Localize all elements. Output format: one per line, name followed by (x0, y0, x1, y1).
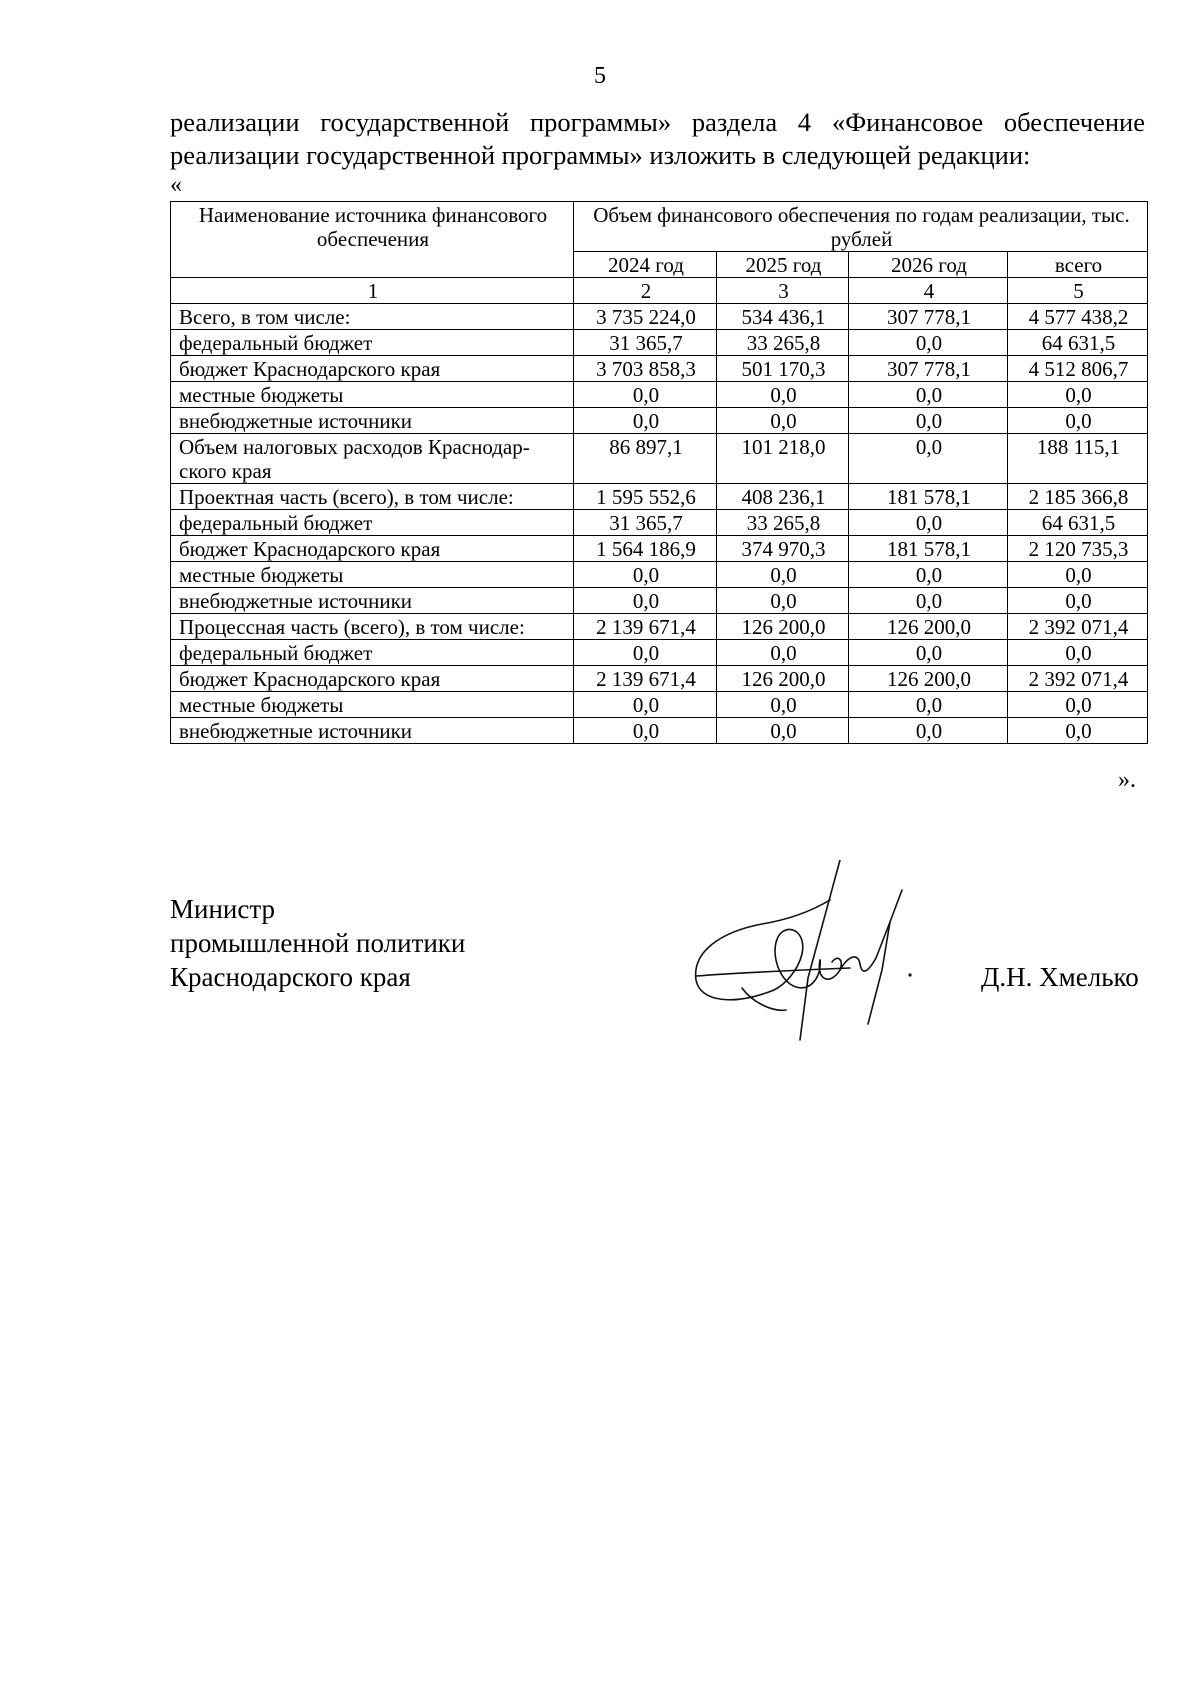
row-value: 4 577 438,2 (1008, 304, 1148, 330)
financial-table-body (171, 202, 1148, 744)
handwritten-signature (690, 860, 920, 1050)
row-source-name: Проектная часть (всего), в том числе: (171, 484, 574, 510)
header-year-2024: 2024 год (574, 252, 717, 278)
table-row (171, 408, 1148, 434)
row-value: 374 970,3 (717, 536, 849, 562)
row-value: 33 265,8 (717, 510, 849, 536)
row-value: 2 120 735,3 (1008, 536, 1148, 562)
column-number: 2 (574, 278, 717, 304)
table-row (171, 434, 1148, 484)
row-value: 33 265,8 (717, 330, 849, 356)
row-value: 1 564 186,9 (574, 536, 717, 562)
table-row (171, 536, 1148, 562)
row-source-name: Процессная часть (всего), в том числе: (171, 614, 574, 640)
row-value: 2 185 366,8 (1008, 484, 1148, 510)
intro-paragraph: реализации государственной программы» раздела 4 «Финансовое обеспечение реализации государственной программы» изложить в следующей редакции: (170, 107, 1145, 170)
row-source-name: местные бюджеты (171, 382, 574, 408)
row-value: 3 735 224,0 (574, 304, 717, 330)
table-row (171, 718, 1148, 744)
row-value: 0,0 (574, 382, 717, 408)
row-value: 126 200,0 (717, 614, 849, 640)
page-number: 5 (594, 63, 606, 89)
signer-name: Д.Н. Хмелько (981, 962, 1139, 992)
table-row (171, 356, 1148, 382)
row-value: 2 392 071,4 (1008, 614, 1148, 640)
row-value: 0,0 (574, 408, 717, 434)
header-total: всего (1008, 252, 1148, 278)
row-value: 0,0 (717, 408, 849, 434)
row-value: 0,0 (717, 562, 849, 588)
row-value: 0,0 (1008, 640, 1148, 666)
table-row (171, 510, 1148, 536)
table-row (171, 640, 1148, 666)
row-value: 0,0 (717, 588, 849, 614)
row-value: 0,0 (849, 510, 1008, 536)
column-number: 3 (717, 278, 849, 304)
row-value: 0,0 (849, 718, 1008, 744)
row-value: 307 778,1 (849, 304, 1008, 330)
financial-table (170, 201, 1148, 744)
row-value: 0,0 (1008, 382, 1148, 408)
row-value: 126 200,0 (849, 666, 1008, 692)
signatory-position-line: промышленной политики (170, 928, 466, 958)
row-value: 31 365,7 (574, 510, 717, 536)
row-value: 0,0 (849, 588, 1008, 614)
row-value: 126 200,0 (717, 666, 849, 692)
row-value: 0,0 (1008, 692, 1148, 718)
row-value: 0,0 (574, 588, 717, 614)
signatory-position-line: Министр (170, 894, 275, 924)
closing-quote: ». (1118, 767, 1136, 793)
row-source-name: внебюджетные источники (171, 718, 574, 744)
row-source-name: федеральный бюджет (171, 330, 574, 356)
table-row (171, 562, 1148, 588)
row-value: 4 512 806,7 (1008, 356, 1148, 382)
row-value: 0,0 (1008, 408, 1148, 434)
header-year-2026: 2026 год (849, 252, 1008, 278)
table-header-row (171, 202, 1148, 252)
row-source-name: внебюджетные источники (171, 588, 574, 614)
row-value: 534 436,1 (717, 304, 849, 330)
row-source-name: местные бюджеты (171, 692, 574, 718)
table-row (171, 666, 1148, 692)
row-value: 0,0 (849, 382, 1008, 408)
row-value: 0,0 (849, 330, 1008, 356)
table-row (171, 588, 1148, 614)
row-source-name: федеральный бюджет (171, 640, 574, 666)
row-value: 501 170,3 (717, 356, 849, 382)
row-value: 0,0 (849, 408, 1008, 434)
header-volume: Объем финансового обеспечения по годам реализации, тыс. рублей (574, 202, 1148, 252)
column-number: 1 (171, 278, 574, 304)
row-value: 0,0 (574, 562, 717, 588)
row-value: 188 115,1 (1008, 434, 1148, 484)
row-source-name: Всего, в том числе: (171, 304, 574, 330)
row-value: 3 703 858,3 (574, 356, 717, 382)
row-source-name: бюджет Краснодарского края (171, 666, 574, 692)
row-value: 0,0 (849, 692, 1008, 718)
row-value: 307 778,1 (849, 356, 1008, 382)
opening-quote: « (170, 172, 182, 198)
row-value: 0,0 (849, 434, 1008, 484)
table-row (171, 484, 1148, 510)
row-value: 0,0 (1008, 718, 1148, 744)
row-value: 0,0 (849, 640, 1008, 666)
column-number: 5 (1008, 278, 1148, 304)
row-value: 126 200,0 (849, 614, 1008, 640)
row-value: 64 631,5 (1008, 330, 1148, 356)
row-source-name: бюджет Краснодарского края (171, 536, 574, 562)
signatory-position-line: Краснодарского края (170, 962, 411, 992)
table-row (171, 304, 1148, 330)
table-row (171, 692, 1148, 718)
row-value: 0,0 (1008, 562, 1148, 588)
row-value: 408 236,1 (717, 484, 849, 510)
header-year-2025: 2025 год (717, 252, 849, 278)
row-value: 2 392 071,4 (1008, 666, 1148, 692)
row-source-name: местные бюджеты (171, 562, 574, 588)
header-source: Наименование источника финансового обеспечения (171, 202, 574, 278)
signatory-position (170, 892, 465, 994)
row-value: 0,0 (717, 718, 849, 744)
row-value: 181 578,1 (849, 536, 1008, 562)
table-row (171, 382, 1148, 408)
row-source-name: Объем налоговых расходов Краснодар-ского края (171, 434, 574, 484)
table-column-numbers-row (171, 278, 1148, 304)
row-value: 0,0 (717, 640, 849, 666)
column-number: 4 (849, 278, 1008, 304)
row-value: 2 139 671,4 (574, 666, 717, 692)
row-value: 0,0 (849, 562, 1008, 588)
row-value: 0,0 (574, 640, 717, 666)
row-value: 2 139 671,4 (574, 614, 717, 640)
row-value: 31 365,7 (574, 330, 717, 356)
row-value: 181 578,1 (849, 484, 1008, 510)
table-row (171, 330, 1148, 356)
row-source-name: внебюджетные источники (171, 408, 574, 434)
row-value: 0,0 (717, 692, 849, 718)
table-row (171, 614, 1148, 640)
row-value: 64 631,5 (1008, 510, 1148, 536)
row-source-name: бюджет Краснодарского края (171, 356, 574, 382)
row-value: 0,0 (717, 382, 849, 408)
row-value: 86 897,1 (574, 434, 717, 484)
row-value: 0,0 (574, 718, 717, 744)
row-source-name: федеральный бюджет (171, 510, 574, 536)
row-value: 0,0 (1008, 588, 1148, 614)
row-value: 0,0 (574, 692, 717, 718)
row-value: 101 218,0 (717, 434, 849, 484)
row-value: 1 595 552,6 (574, 484, 717, 510)
